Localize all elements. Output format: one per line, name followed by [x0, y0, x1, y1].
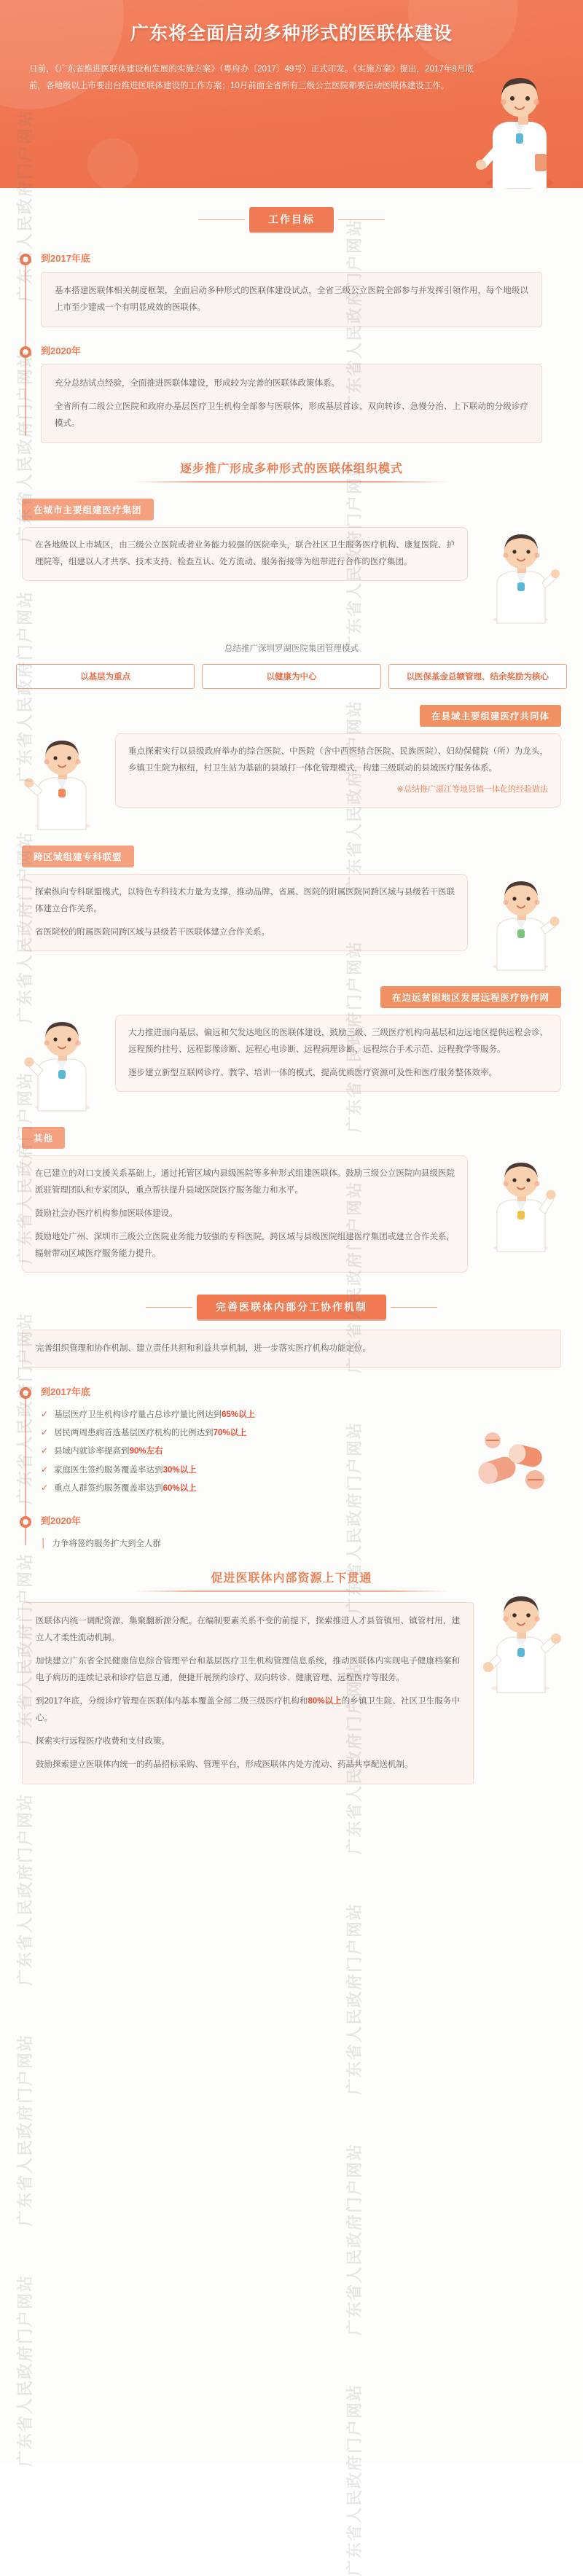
section-heading-resources: 促进医联体内部资源上下贯通 — [211, 1572, 372, 1585]
band-label-mechanism: 完善医联体内部分工协作机制 — [197, 1295, 386, 1319]
paragraph: 完善组织管理和协作机制、建立责任共担和利益共享机制，进一步落实医疗机构功能定位。 — [36, 1344, 371, 1353]
pill-item: 以健康为中心 — [202, 664, 380, 689]
check-text: 力争将签约服务扩大到全人群 — [52, 1539, 161, 1548]
timeline-content — [41, 272, 542, 327]
block-row — [22, 527, 561, 623]
check-icon: ✓ — [41, 1409, 49, 1419]
watermark-text: 广东省人民政府门户网站 — [345, 1181, 364, 1374]
check-text: 基层医疗卫生机构诊疗量占总诊疗量比例达到65%以上 — [54, 1410, 256, 1419]
check-icon: ✓ — [41, 1427, 49, 1438]
block-title: 在边远贫困地区发展远程医疗协作网 — [380, 986, 561, 1008]
watermark-text: 广东省人民政府门户网站 — [16, 2034, 34, 2227]
doctor-wave-icon — [475, 874, 561, 970]
timeline-label: 到2017年底 — [41, 1386, 90, 1397]
paragraph: 在已建立的对口支援关系基础上，通过托管区域内县级医院等多种形式组建医联体。鼓励三级公立医院向县级医院派驻管理团队和专家团队，重点帮扶提升县域医院医疗服务能力和水平。 — [35, 1169, 455, 1195]
paragraph: 鼓励探索建立医联体内统一的药品招标采购、管理平台，形成医联体内处方流动、药品共享配送机制。 — [36, 1760, 413, 1770]
block-title: 其他 — [22, 1127, 65, 1149]
section-heading-models-wrap — [0, 459, 583, 483]
watermark-text: 广东省人民政府门户网站 — [345, 2143, 364, 2336]
check-icon: │ — [41, 1537, 47, 1548]
paragraph: 探索实行远程医疗收费和支付政策。 — [36, 1737, 170, 1746]
section-band-goals — [0, 207, 583, 232]
watermark-text: 广东省人民政府门户网站 — [345, 1421, 364, 1615]
block-row — [22, 1015, 561, 1111]
timeline-label: 到2020年 — [41, 1515, 81, 1526]
block-row — [22, 1155, 561, 1273]
model-block-other — [0, 1127, 583, 1273]
mechanism-timeline — [0, 1384, 583, 1553]
check-list — [41, 1405, 542, 1497]
watermark-text: 广东省人民政府门户网站 — [16, 109, 34, 303]
watermark-text: 广东省人民政府门户网站 — [345, 1902, 364, 2096]
mechanism-intro — [22, 1330, 561, 1368]
decorative-circle — [87, 138, 138, 190]
block-title: 跨区域组建专科联盟 — [22, 846, 134, 867]
watermark-text: 广东省人民政府门户网站 — [345, 2384, 364, 2576]
model-block-specialty-alliance — [0, 846, 583, 970]
timeline-dot-icon — [20, 254, 31, 265]
check-item — [41, 1461, 542, 1479]
timeline-item — [0, 343, 583, 443]
doctor-ok-icon — [472, 1583, 566, 1693]
block-note: ※总结推广湛江等地县镇一体化的经验做法 — [396, 785, 548, 794]
medicine-pills-icon — [471, 1427, 558, 1497]
model-block-county-union — [0, 705, 583, 830]
heading-underline — [135, 481, 448, 483]
timeline-item — [0, 1513, 583, 1553]
paragraph: 全省所有二级公立医院和政府办基层医疗卫生机构全部参与医联体，形成基层首诊、双向转诊、急慢分治、上下联动的分级诊疗模式。 — [55, 402, 528, 428]
paragraph: 逐步建立新型互联网诊疗、教学、培训一体的模式，提高优质医疗资源可及性和医疗服务整体效率。 — [128, 1069, 497, 1077]
doctor-thumbsup-icon — [22, 733, 108, 830]
paragraph: 医联体内统一调配资源、集聚翻新源分配。在编制要素关系不变的前提下，探索推进人才县管镇用、镇管村用，建立人才柔性流动机制。 — [36, 1617, 460, 1643]
block-text — [115, 733, 561, 808]
check-text: 重点人群签约服务覆盖率达到60%以上 — [54, 1483, 197, 1493]
block-title: 在县域主要组建医疗共同体 — [420, 705, 561, 727]
resources-content — [22, 1602, 474, 1784]
watermark-text: 广东省人民政府门户网站 — [16, 350, 34, 543]
check-icon: ✓ — [41, 1482, 49, 1493]
check-item — [41, 1405, 542, 1424]
timeline-item — [0, 1384, 583, 1497]
page-title: 广东将全面启动多种形式的医联体建设 — [130, 23, 453, 44]
paragraph: 大力推进面向基层、偏远和欠发达地区的医联体建设，鼓励三级、三级医疗机构向基层和边远地区提供远程会诊、远程预约挂号、远程影像诊断、远程心电诊断、远程病理诊断、远程综合手术示范、远程教学等服务。 — [128, 1029, 548, 1054]
paragraph: 省医院校的附属医院同跨区域与县级若干医联体建立合作关系。 — [35, 928, 270, 937]
heading-underline — [135, 1591, 448, 1592]
luohu-model-section — [0, 642, 583, 689]
check-icon: ✓ — [41, 1464, 49, 1475]
block-row — [22, 733, 561, 830]
paragraph: 到2017年底，分级诊疗管理在医联体内基本覆盖全部二级三级医疗机构和80%以上的乡镇卫生院、社区卫生服务中心。 — [36, 1697, 460, 1723]
timeline-label: 到2017年底 — [41, 253, 90, 264]
check-item — [41, 1424, 542, 1442]
timeline-dot-icon — [20, 1387, 31, 1399]
section-heading-models: 逐步推广形成多种形式的医联体组织模式 — [179, 463, 403, 475]
paragraph: 鼓励社会办医疗机构参加医联体建设。 — [35, 1209, 178, 1218]
doctor-pointing-icon — [475, 527, 561, 623]
block-text — [22, 527, 468, 581]
block-text — [22, 874, 468, 951]
doctor-raising-hand-icon — [475, 1155, 561, 1252]
pill-item: 以基层为重点 — [16, 664, 195, 689]
luohu-pill-row — [0, 664, 583, 689]
check-item — [41, 1442, 542, 1460]
timeline-label: 到2020年 — [41, 346, 81, 356]
header-description: 日前，《广东省推进医联体建设和发展的实施方案》（粤府办〔2017〕49号）正式印发。《实施方案》提出，2017年8月底前，各地级以上市要出台推进医联体建设的工作方案；10月前面全省所有三级公立医院都要启动医联体建设工作。 — [29, 65, 474, 90]
check-text: 家庭医生签约服务覆盖率达到30%以上 — [54, 1465, 197, 1475]
paragraph: 探索纵向专科联盟模式，以特色专科技术力量为支撑，推动品牌、省属、医院的附属医院同跨区域与县级若干医联体建立合作关系。 — [35, 888, 455, 913]
page-header — [0, 0, 583, 188]
paragraph: 加快建立广东省全民健康信息综合管理平台和基层医疗卫生机构管理信息系统，推动医联体内实现电子健康档案和电子病历的连续记录和诊疗信息互通，便捷开展预约诊疗、双向转诊、健康管理、远程医疗等服务。 — [36, 1657, 460, 1683]
goals-timeline — [0, 251, 583, 443]
band-label-goals: 工作目标 — [249, 207, 334, 232]
pill-item: 以医保基金总额管理、结余奖励为核心 — [388, 664, 567, 689]
check-item — [41, 1534, 542, 1553]
block-title-wrap — [22, 705, 561, 727]
watermark-text: 广东省人民政府门户网站 — [16, 1793, 34, 1986]
model-block-telemedicine — [0, 986, 583, 1111]
luohu-note: 总结推广深圳罗湖医院集团管理模式 — [224, 644, 359, 653]
timeline-dot-icon — [20, 1516, 31, 1528]
block-text — [22, 1155, 468, 1273]
paragraph: 在各地级以上市城区，由三级公立医院或者业务能力较强的医院牵头，联合社区卫生服务医疗机构、康复医院、护理院等，组建以人才共享、技术支持、检查互认、处方流动、服务衔接等为纽带进行合作的医疗集团。 — [35, 541, 455, 566]
paragraph: 基本搭建医联体相关制度框架，全面启动多种形式的医联体建设试点，全省三级公立医院全部参与并发挥引领作用，每个地级以上市至少建成一个有明显成效的医联体。 — [55, 286, 528, 312]
model-block-city-group — [0, 499, 583, 623]
check-text: 县域内就诊率提高到90%左右 — [54, 1447, 163, 1456]
block-title: 在城市主要组建医疗集团 — [22, 499, 154, 520]
timeline-item — [0, 251, 583, 327]
timeline-content — [41, 364, 542, 443]
check-text: 居民两周患病首选基层医疗机构的比例达到70%以上 — [54, 1429, 247, 1438]
block-row — [22, 874, 561, 970]
doctor-illustration-icon — [472, 61, 567, 188]
check-icon: ✓ — [41, 1445, 49, 1456]
watermark-text: 广东省人民政府门户网站 — [16, 2274, 34, 2467]
paragraph: 重点探索实行以县级政府举办的综合医院、中医院（含中西医结合医院、民族医院）、妇幼保健院（所）为龙头，乡镇卫生院为枢纽，村卫生站为基础的县域打一体化管理模式，构建三级联动的县域医疗服务体系。 — [128, 747, 548, 773]
paragraph: 充分总结试点经验，全面推进医联体建设，形成较为完善的医联体政策体系。 — [55, 379, 340, 388]
section-band-mechanism — [0, 1295, 583, 1319]
doctor-presenting-icon — [22, 1015, 108, 1111]
resources-section — [0, 1602, 583, 1784]
check-item — [41, 1479, 542, 1497]
watermark-text: 广东省人民政府门户网站 — [16, 1312, 34, 1505]
paragraph: 鼓励地处广州、深圳市三级公立医院业务能力较强的专科医院，跨区域与县级医院组建医疗集团或建立合作关系，辐射带动区域医疗服务能力提升。 — [35, 1233, 455, 1258]
block-title-wrap — [22, 986, 561, 1008]
check-list — [41, 1534, 542, 1553]
timeline-dot-icon — [20, 346, 31, 358]
block-text — [115, 1015, 561, 1092]
footer-spacer — [0, 1784, 583, 1806]
